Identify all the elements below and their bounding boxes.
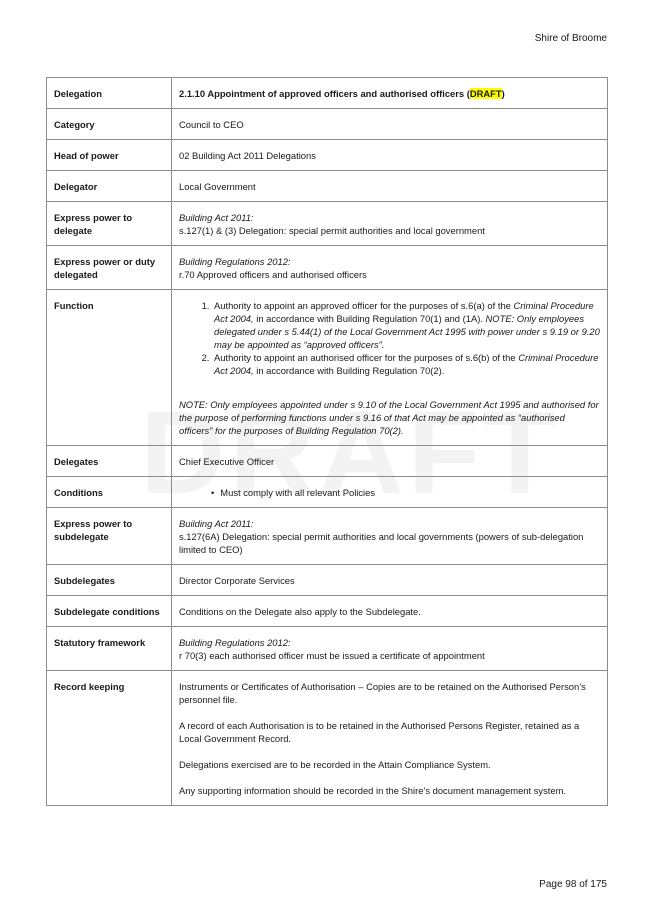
section-text: s.127(1) & (3) Delegation: special permit authorities and local government xyxy=(179,225,485,236)
record-paragraph: A record of each Authorisation is to be retained in the Authorised Persons Register, retained as a Local Government Record. xyxy=(179,720,580,744)
label-express-power: Express power to delegate xyxy=(47,202,172,246)
row-delegation xyxy=(47,78,608,109)
value-subdelegates: Director Corporate Services xyxy=(172,565,608,596)
value-delegator: Local Government xyxy=(172,171,608,202)
value-express-power-duty xyxy=(172,246,608,290)
value-delegation xyxy=(172,78,608,109)
row-subdelegates xyxy=(47,565,608,596)
act-name: Building Regulations 2012: xyxy=(179,637,291,648)
row-delegator xyxy=(47,171,608,202)
section-text: s.127(6A) Delegation: special permit authorities and local governments (powers of sub-delegation limited to CEO) xyxy=(179,531,584,555)
row-function xyxy=(47,290,608,446)
value-subdelegate-conditions: Conditions on the Delegate also apply to the Subdelegate. xyxy=(172,596,608,627)
record-paragraph: Any supporting information should be recorded in the Shire’s document management system. xyxy=(179,785,567,796)
row-record-keeping xyxy=(47,671,608,806)
label-delegates: Delegates xyxy=(47,446,172,477)
label-delegation: Delegation xyxy=(47,78,172,109)
draft-highlight: DRAFT xyxy=(469,88,502,99)
act-name: Building Act 2011: xyxy=(179,212,254,223)
function-note: NOTE: Only employees appointed under s 9.10 of the Local Government Act 1995 and authorised for the purpose of performing functions under s 9.16 of that Act may be appointed as “authorised officers” for the purposes of Building Regulation 70(2). xyxy=(179,399,599,436)
row-express-power-duty xyxy=(47,246,608,290)
row-statutory-framework xyxy=(47,627,608,671)
label-express-subdelegate: Express power to subdelegate xyxy=(47,508,172,565)
act-name: Building Regulations 2012: xyxy=(179,256,291,267)
value-express-power xyxy=(172,202,608,246)
delegation-title-end: ) xyxy=(501,88,505,99)
value-category: Council to CEO xyxy=(172,109,608,140)
delegation-table xyxy=(46,77,608,806)
label-head-of-power: Head of power xyxy=(47,140,172,171)
label-record-keeping: Record keeping xyxy=(47,671,172,806)
value-function xyxy=(172,290,608,446)
row-conditions xyxy=(47,477,608,508)
value-conditions xyxy=(172,477,608,508)
act-name: Building Act 2011: xyxy=(179,518,254,529)
label-subdelegate-conditions: Subdelegate conditions xyxy=(47,596,172,627)
conditions-list xyxy=(179,486,600,499)
value-record-keeping xyxy=(172,671,608,806)
value-head-of-power: 02 Building Act 2011 Delegations xyxy=(172,140,608,171)
row-category xyxy=(47,109,608,140)
label-function: Function xyxy=(47,290,172,446)
function-item-1: 1. Authority to appoint an approved officer for the purposes of s.6(a) of the Criminal Procedure Act 2004, in accordance with Building Regulation 70(1) and (1A). NOTE: Only employees delegated under s 5.44(1) of the Local Government Act 1995 with power under s 9.19 or 9.20 may be appointed as “approved officers”. xyxy=(212,299,600,351)
function-list xyxy=(179,299,600,377)
label-statutory-framework: Statutory framework xyxy=(47,627,172,671)
delegation-title: 2.1.10 Appointment of approved officers and authorised officers ( xyxy=(179,88,470,99)
record-paragraph: Instruments or Certificates of Authorisation – Copies are to be retained on the Authorised Person’s personnel file. xyxy=(179,681,586,705)
row-express-power xyxy=(47,202,608,246)
header-organisation: Shire of Broome xyxy=(534,33,607,44)
label-delegator: Delegator xyxy=(47,171,172,202)
label-category: Category xyxy=(47,109,172,140)
section-text: r 70(3) each authorised officer must be issued a certificate of appointment xyxy=(179,650,485,661)
label-conditions: Conditions xyxy=(47,477,172,508)
label-subdelegates: Subdelegates xyxy=(47,565,172,596)
page-number: Page 98 of 175 xyxy=(539,879,607,890)
condition-item: • Must comply with all relevant Policies xyxy=(211,486,600,499)
row-delegates xyxy=(47,446,608,477)
function-item-2: 2. Authority to appoint an authorised officer for the purposes of s.6(b) of the Criminal Procedure Act 2004, in accordance with Building Regulation 70(2). xyxy=(212,351,600,377)
record-paragraph: Delegations exercised are to be recorded in the Attain Compliance System. xyxy=(179,759,491,770)
label-express-power-duty: Express power or duty delegated xyxy=(47,246,172,290)
row-subdelegate-conditions xyxy=(47,596,608,627)
value-express-subdelegate xyxy=(172,508,608,565)
row-express-subdelegate xyxy=(47,508,608,565)
row-head-of-power xyxy=(47,140,608,171)
section-text: r.70 Approved officers and authorised officers xyxy=(179,269,367,280)
value-delegates: Chief Executive Officer xyxy=(172,446,608,477)
value-statutory-framework xyxy=(172,627,608,671)
